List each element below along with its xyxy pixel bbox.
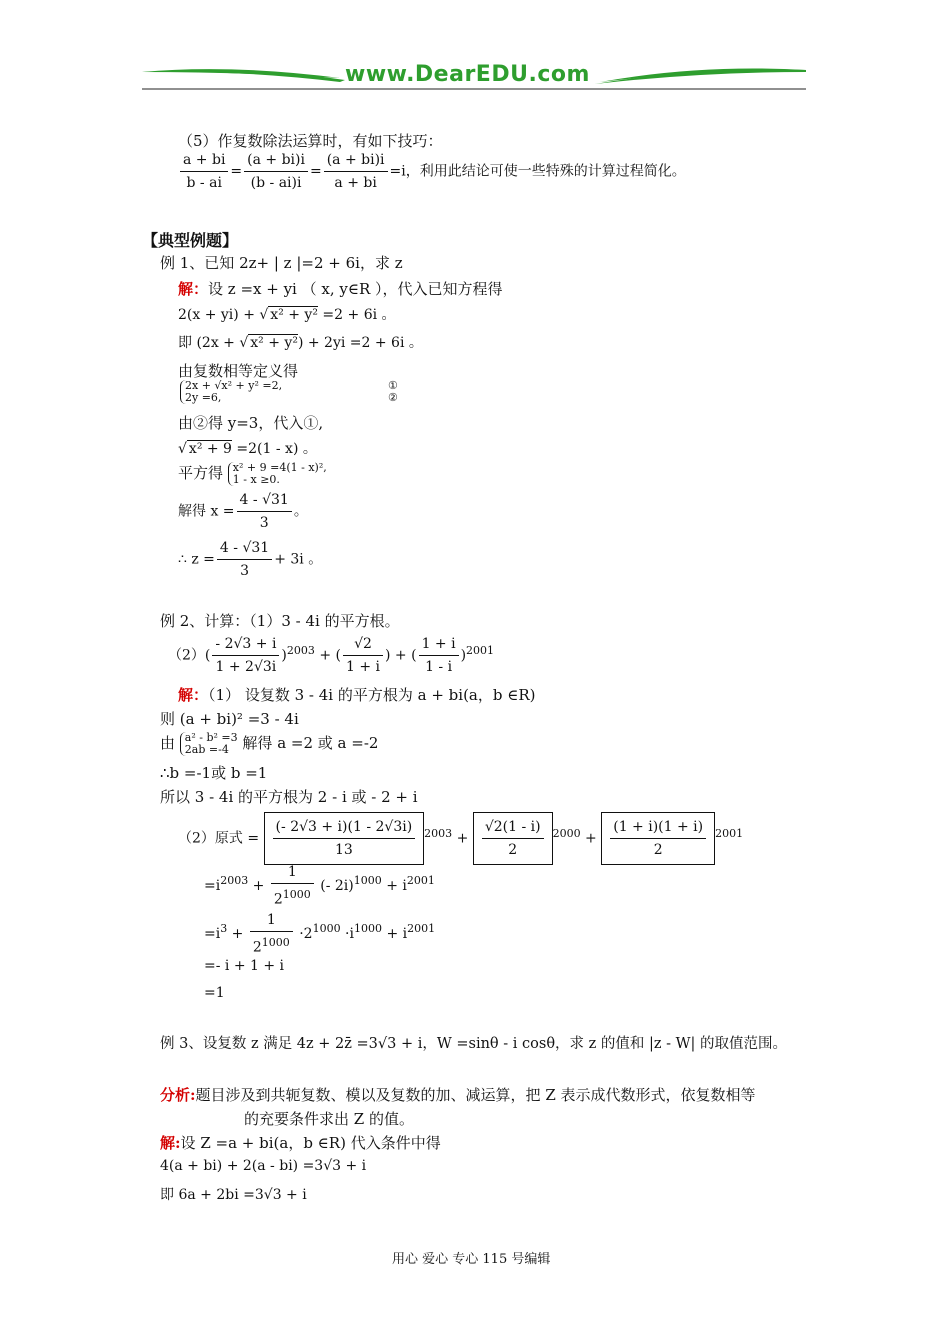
equation-system: x² + 9 =4(1 - x)², 1 - x ≥0. [228,462,327,486]
bracket [264,812,425,865]
ex1-step: 由②得 y=3，代入①, [178,414,324,432]
fraction: $\frac{4 - √31}{3}$ [217,538,272,581]
bracket [473,812,553,865]
ex1-square-line: 平方得 x² + 9 =4(1 - x)², 1 - x ≥0. [178,461,327,486]
ex1-eq3: √ x² + 9 =2(1 - x) 。 [178,441,317,457]
fraction: $\frac{(a + bi)i}{(b - ai)i}$ [244,150,308,193]
ex1-solution-line: 解：设 z =x + yi （ x, y∈R ），代入已知方程得 [178,280,503,298]
fraction: $\frac{√2(1 - i)}{2}$ [482,817,544,860]
analysis-label: 分析: [160,1086,196,1104]
fraction: $\frac{(1 + i)(1 + i)}{2}$ [610,817,706,860]
fraction: $\frac{√2}{1 + i}$ [343,634,383,677]
bracket [601,812,715,865]
ex2-step1: 则 (a + bi)² =3 - 4i [160,710,299,728]
ex2-step6: $=i^3$ + $\frac{1}{2^{1000}}$ $\cdot 2^{1000} \cdot i^{1000} + i^{2001}$ [204,912,436,956]
equation-system: 2x + √x² + y² =2, ① 2y =6, ② [180,380,405,404]
ex2-question: 例 2、计算：（1）3 - 4i 的平方根。 [160,612,400,630]
ex2-step4: 所以 3 - 4i 的平方根为 2 - i 或 - 2 + i [160,788,418,806]
fraction: $\frac{1}{2^{1000}}$ [271,862,314,910]
ex2-step7: =- i + 1 + i [204,958,285,974]
ex3-step2: 即 6a + 2bi =3√3 + i [160,1187,307,1203]
site-logo: www.DearEDU.com [345,62,590,87]
intro-line: （5）作复数除法运算时，有如下技巧： [178,132,443,150]
fraction: $\frac{4 - √31}{3}$ [237,490,292,533]
ex3-solution-line: 解:设 Z =a + bi(a，b ∈R) 代入条件中得 [160,1134,441,1152]
ex1-x-solution: 解得 x = $\frac{4 - √31}{3}$ 。 [178,492,308,531]
header-banner [140,58,810,94]
ex1-z-solution: ∴ z = $\frac{4 - √31}{3}$ + 3i 。 [178,540,323,579]
ex1-eq2: 即 (2x + √ x² + y²) + 2yi =2 + 6i 。 [178,335,423,351]
fraction: $\frac{- 2√3 + i}{1 + 2√3i}$ [212,634,279,677]
ex3-question: 例 3、设复数 z 满足 4z + 2z̄ =3√3 + i，W =sinθ - i cosθ，求 z 的值和 |z - W| 的取值范围。 [160,1036,788,1052]
ex2-original-expression: （2）原式 = $\frac{(- 2√3 + i)(1 - 2√3i)}{13}$ $^{2003}$ + $\frac{√2(1 - i)}{2}$ $^{2000}$ + $\frac{(1 + i)(1 + i)}{2}$ $^{2001}$ [178,812,743,865]
fraction: $\frac{(- 2√3 + i)(1 - 2√3i)}{13}$ [273,817,416,860]
intro-tail: =i，利用此结论可使一些特殊的计算过程简化。 [389,163,686,180]
ex2-solution-line: 解：（1） 设复数 3 - 4i 的平方根为 a + bi(a，b ∈R) [178,686,536,704]
solution-label: 解： [178,686,209,704]
ex1-question: 例 1、已知 2z+ | z |=2 + 6i，求 z [160,254,403,272]
page-footer: 用心 爱心 专心 115 号编辑 [392,1252,551,1267]
ex1-system1 [180,380,405,404]
ex2-step8: =1 [204,985,225,1001]
equation-system: a² - b² =3 2ab =-4 [180,732,238,756]
ex2-step3: ∴b =-1或 b =1 [160,764,268,782]
intro-formula: $\frac{a + bi}{b - ai}$ = $\frac{(a + bi)i}{(b - ai)i}$ = $\frac{(a + bi)i}{a + bi}$ =i，利用此结论可使一些特殊的计算过程简化。 [178,150,686,193]
ex3-step1: 4(a + bi) + 2(a - bi) =3√3 + i [160,1158,367,1174]
fraction: $\frac{(a + bi)i}{a + bi}$ [324,150,388,193]
ex2-step5: $=i^{2003}$ + $\frac{1}{2^{1000}}$ (- $2i)^{1000} + i^{2001}$ [204,864,435,908]
section-title: 【典型例题】 [142,231,239,250]
ex2-step2: 由 a² - b² =3 2ab =-4 解得 a =2 或 a =-2 [160,731,379,756]
solution-label: 解: [160,1134,181,1152]
fraction: $\frac{1 + i}{1 - i}$ [419,634,459,677]
ex1-eq1: 2(x + yi) + √ x² + y² =2 + 6i 。 [178,307,396,323]
ex1-def-line: 由复数相等定义得 [178,362,299,380]
fraction: $\frac{a + bi}{b - ai}$ [180,150,228,193]
ex2-question-2: （2）( $\frac{- 2√3 + i}{1 + 2√3i}$ )$^{2003}$ + ( $\frac{√2}{1 + i}$ ) + ( $\frac{1 + i}{1 - i}$ )$^{2001}$ [168,636,495,675]
fraction: $\frac{1}{2^{1000}}$ [250,910,293,958]
solution-label: 解： [178,280,209,298]
ex3-analysis-line2: 的充要条件求出 Z 的值。 [244,1110,414,1128]
ex3-analysis-line1: 分析:题目涉及到共轭复数、模以及复数的加、减运算，把 Z 表示成代数形式，依复数相等 [160,1086,756,1104]
